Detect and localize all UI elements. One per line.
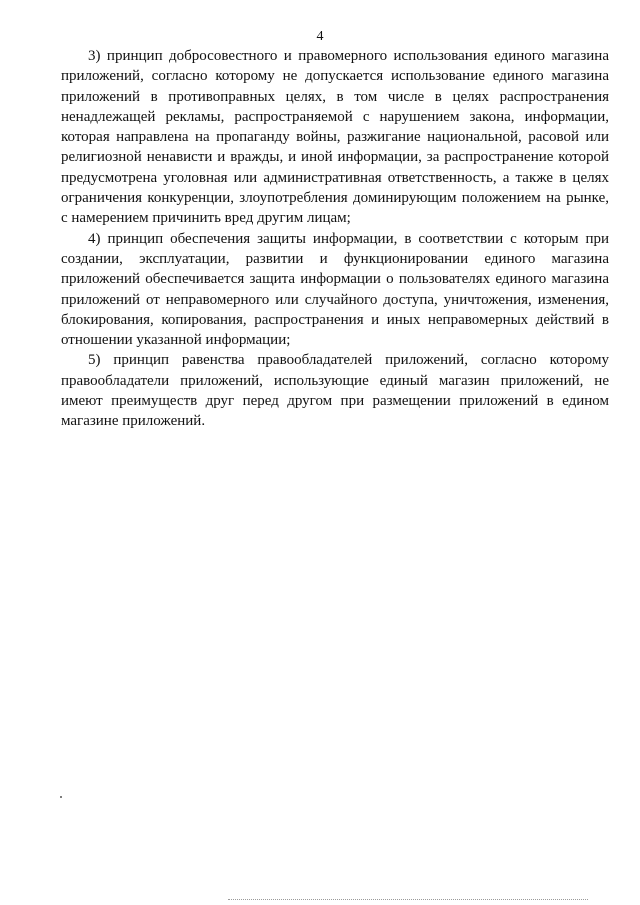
scan-bottom-edge bbox=[228, 899, 588, 902]
scan-speck bbox=[60, 796, 62, 798]
page-number: 4 bbox=[316, 29, 324, 44]
paragraph-principle-3: 3) принцип добросовестного и правомерного использования единого магазина приложений, согласно которому не допускается использование единого магазина приложений в противоправных целях, в том числе в целях распространения ненадлежащей рекламы, распространяемой с нарушением закона, информации, которая направлена на пропаганду войны, разжигание национальной, расовой или религиозной ненависти и вражды, и иной информации, за распространение которой предусмотрена уголовная или административная ответственность, а также в целях ограничения конкуренции, злоупотребления доминирующим положением на рынке, с намерением причинить вред другим лицам; bbox=[61, 48, 609, 227]
document-body bbox=[61, 46, 609, 432]
paragraph-principle-4: 4) принцип обеспечения защиты информации, в соответствии с которым при создании, эксплуатации, развитии и функционировании единого магазина приложений обеспечивается защита информации о пользователях единого магазина приложений от неправомерного или случайного доступа, уничтожения, изменения, блокирования, копирования, распространения и иных неправомерных действий в отношении указанной информации; bbox=[61, 230, 609, 349]
paragraph-principle-5: 5) принцип равенства правообладателей приложений, согласно которому правообладатели приложений, использующие единый магазин приложений, не имеют преимуществ друг перед другом при размещении приложений в едином магазине приложений. bbox=[61, 352, 609, 430]
